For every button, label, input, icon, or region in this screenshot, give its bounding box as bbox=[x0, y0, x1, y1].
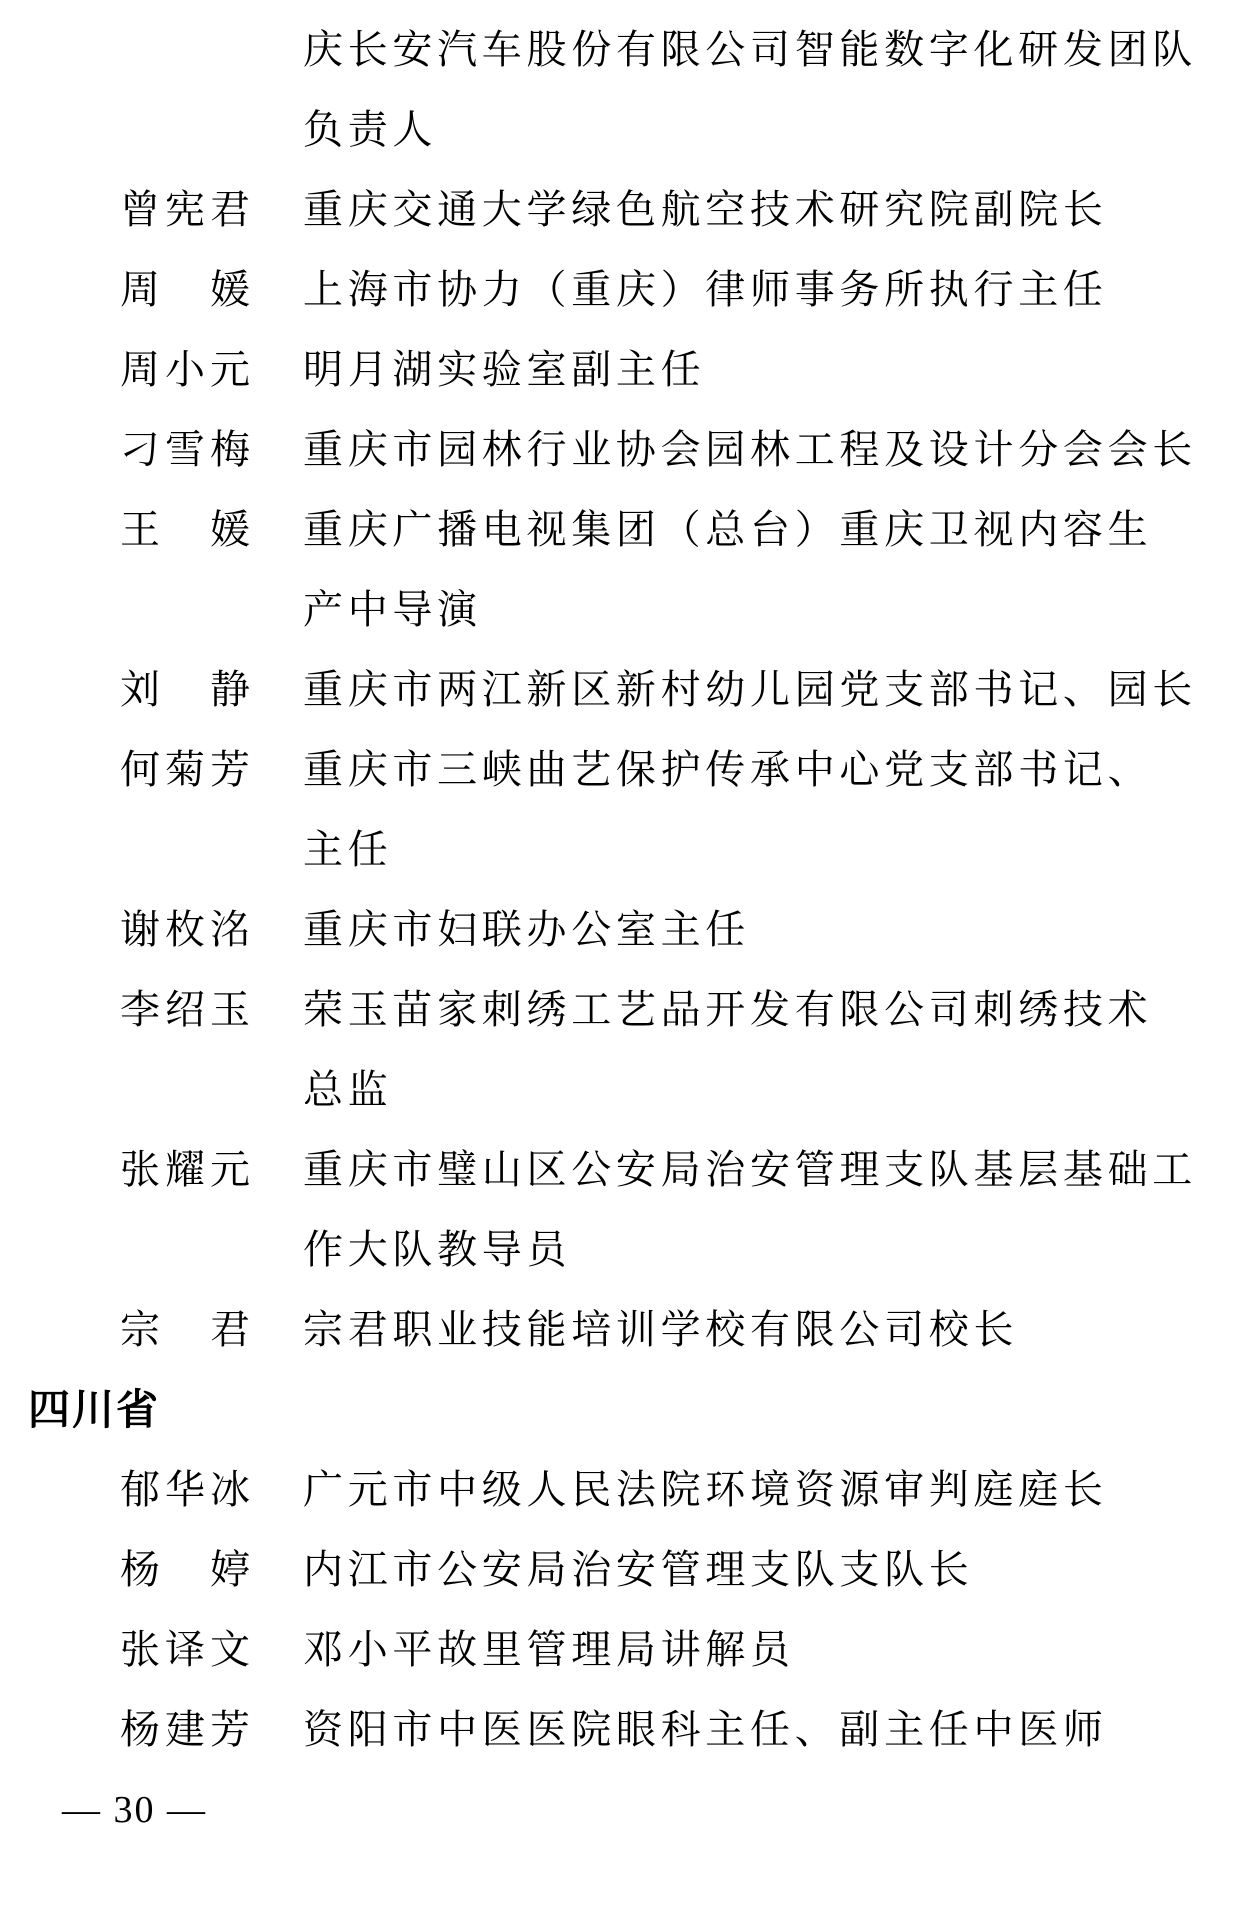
list-item bbox=[0, 970, 1242, 1130]
person-name: 刁雪梅 bbox=[120, 427, 250, 472]
person-name: 宗君 bbox=[120, 1307, 250, 1352]
title-line: 重庆市妇联办公室主任 bbox=[303, 907, 750, 952]
page-number: — 30 — bbox=[62, 1789, 207, 1831]
list-item bbox=[0, 730, 1242, 890]
person-name: 何菊芳 bbox=[120, 747, 250, 792]
title-line: 明月湖实验室副主任 bbox=[303, 347, 706, 392]
person-title bbox=[303, 1690, 1208, 1770]
person-name: 王媛 bbox=[120, 507, 250, 552]
person-title bbox=[303, 1130, 1208, 1290]
person-name: 李绍玉 bbox=[120, 987, 250, 1032]
title-line: 重庆市两江新区新村幼儿园党支部书记、园长 bbox=[303, 667, 1197, 712]
person-name: 刘静 bbox=[120, 667, 250, 712]
title-line: 产中导演 bbox=[303, 587, 482, 632]
person-name: 周媛 bbox=[120, 267, 250, 312]
list-item bbox=[0, 1690, 1242, 1770]
list-item bbox=[0, 1290, 1242, 1370]
person-name: 郁华冰 bbox=[120, 1467, 250, 1512]
title-line: 重庆市三峡曲艺保护传承中心党支部书记、 bbox=[303, 747, 1153, 792]
title-line: 宗君职业技能培训学校有限公司校长 bbox=[303, 1307, 1019, 1352]
person-title bbox=[303, 1290, 1208, 1370]
person-title bbox=[303, 650, 1208, 730]
person-name: 杨婷 bbox=[120, 1547, 250, 1592]
title-line: 邓小平故里管理局讲解员 bbox=[303, 1627, 795, 1672]
title-line: 上海市协力（重庆）律师事务所执行主任 bbox=[303, 267, 1108, 312]
person-title bbox=[303, 1530, 1208, 1610]
list-item bbox=[0, 490, 1242, 650]
title-line: 荣玉苗家刺绣工艺品开发有限公司刺绣技术 bbox=[303, 987, 1153, 1032]
person-title bbox=[303, 890, 1208, 970]
list-item bbox=[0, 170, 1242, 250]
section-header: 四川省 bbox=[28, 1386, 161, 1433]
person-title bbox=[303, 1610, 1208, 1690]
title-line: 总监 bbox=[303, 1067, 393, 1112]
person-name: 张耀元 bbox=[120, 1147, 250, 1192]
person-title bbox=[303, 490, 1208, 650]
list-item bbox=[0, 1450, 1242, 1530]
person-title bbox=[303, 730, 1208, 890]
person-title bbox=[303, 1450, 1208, 1530]
list-item bbox=[0, 1130, 1242, 1290]
title-line: 作大队教导员 bbox=[303, 1227, 572, 1272]
person-name: 曾宪君 bbox=[120, 187, 250, 232]
list-item bbox=[0, 890, 1242, 970]
person-name: 杨建芳 bbox=[120, 1707, 250, 1752]
person-name: 谢枚洺 bbox=[120, 907, 250, 952]
list-item bbox=[0, 10, 1242, 170]
title-line: 重庆市园林行业协会园林工程及设计分会会长 bbox=[303, 427, 1197, 472]
title-line: 重庆市璧山区公安局治安管理支队基层基础工 bbox=[303, 1147, 1197, 1192]
person-title bbox=[303, 330, 1208, 410]
person-title bbox=[303, 970, 1208, 1130]
title-line: 内江市公安局治安管理支队支队长 bbox=[303, 1547, 974, 1592]
person-name: 张译文 bbox=[120, 1627, 250, 1672]
title-line: 重庆广播电视集团（总台）重庆卫视内容生 bbox=[303, 507, 1153, 552]
honor-roll-list bbox=[0, 10, 1242, 1770]
person-title bbox=[303, 170, 1208, 250]
title-line: 负责人 bbox=[303, 107, 438, 152]
list-item bbox=[0, 1530, 1242, 1610]
person-title bbox=[303, 250, 1208, 330]
list-item bbox=[0, 410, 1242, 490]
title-line: 广元市中级人民法院环境资源审判庭庭长 bbox=[303, 1467, 1108, 1512]
list-item bbox=[0, 1610, 1242, 1690]
list-item bbox=[0, 250, 1242, 330]
title-line: 重庆交通大学绿色航空技术研究院副院长 bbox=[303, 187, 1108, 232]
title-line: 主任 bbox=[303, 827, 393, 872]
person-name: 周小元 bbox=[120, 347, 250, 392]
list-item bbox=[0, 650, 1242, 730]
title-line: 资阳市中医医院眼科主任、副主任中医师 bbox=[303, 1707, 1108, 1752]
list-item bbox=[0, 330, 1242, 410]
title-line: 庆长安汽车股份有限公司智能数字化研发团队 bbox=[303, 27, 1197, 72]
person-title bbox=[303, 410, 1208, 490]
person-title bbox=[303, 10, 1208, 170]
